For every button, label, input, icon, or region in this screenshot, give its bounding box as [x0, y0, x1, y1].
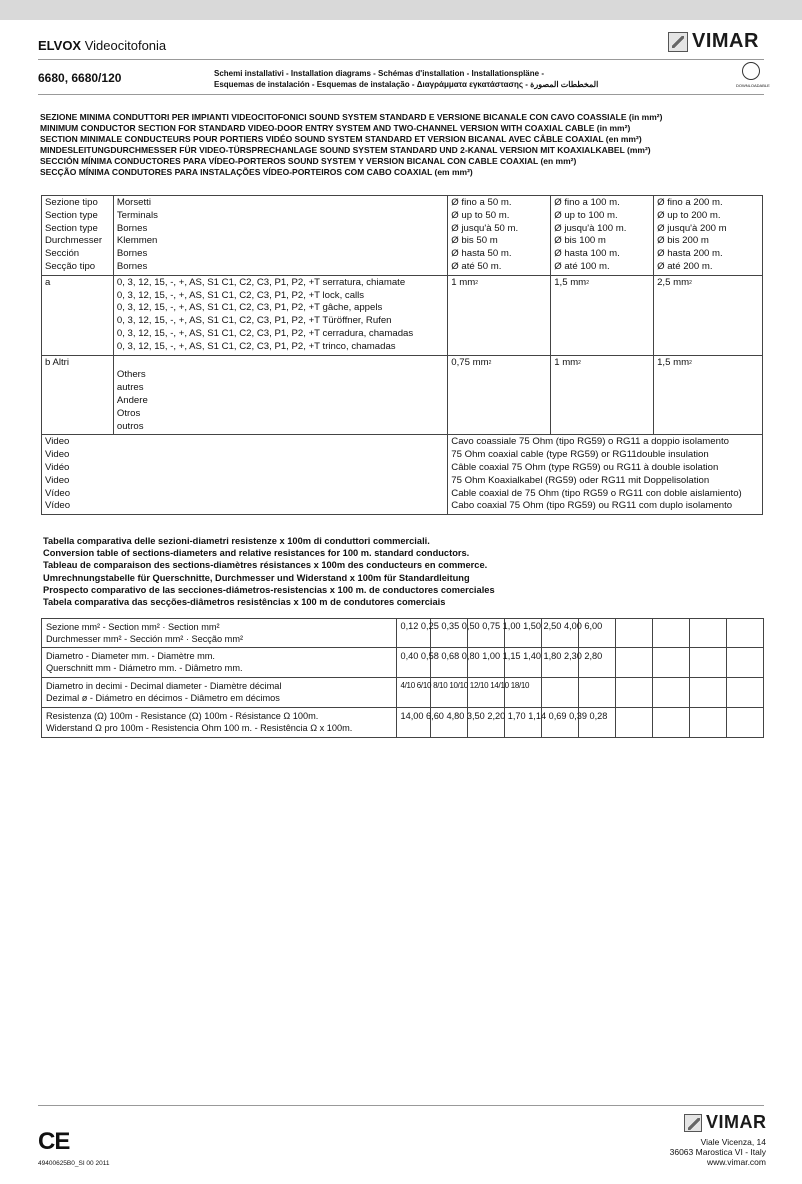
- ce-mark: CE: [38, 1128, 70, 1155]
- download-badge-icon: [742, 62, 760, 80]
- video-type-cell: Video Video Vidéo Video Vídeo Vídeo: [42, 435, 448, 515]
- row-b-200m: 1,5 $mm^2$: [654, 355, 763, 435]
- model-number: 6680, 6680/120: [38, 71, 122, 85]
- table-row-a: [42, 275, 763, 355]
- row-a-200m: 2,5 $mm^2$: [654, 275, 763, 355]
- conversion-table-headings: Tabella comparativa delle sezioni-diametri resistenze x 100m di conduttori commerciali. Conversion table of sections-diameters and relative resistances for 100 m. standard conductors. Tableau de comparaison des sections-diamètres résistances x 100m des conducteurs en commerce. Umrechnungstabelle für Querschnitte, Durchmesser und Widerstand x 100m für Standardleitung Prospecto comparativo de las secciones-diámetros-resistencias x 100 m. de conductores comerciales Tabela comparativa das secções-diâmetros resistências x 100 m de condutores comerciais: [43, 536, 495, 608]
- row-values: 0,12 0,25 0,35 0,50 0,75 1,00 1,50 2,50 4,00 6,00: [397, 619, 430, 648]
- document-code: 49400625B0_SI 00 2011: [38, 1160, 110, 1167]
- company-address: Viale Vicenza, 14 36063 Marostica VI - Italy www.vimar.com: [669, 1137, 766, 1167]
- header-divider: [38, 59, 764, 60]
- row-values: 4/10 6/10 8/10 10/10 12/10 14/10 18/10: [397, 678, 430, 708]
- head-terminals-cell: Morsetti Terminals Bornes Klemmen Bornes Bornes: [113, 196, 447, 276]
- table-row: [42, 619, 764, 648]
- table-row-video: [42, 435, 763, 515]
- row-label: Diametro - Diameter mm. - Diamètre mm. Querschnitt mm - Diámetro mm. - Diâmetro mm.: [42, 648, 397, 678]
- row-label: Resistenza (Ω) 100m - Resistance (Ω) 100m - Résistance Ω 100m. Widerstand Ω pro 100m - Resistencia Ohm 100 m. - Resistência Ω x 100m.: [42, 708, 397, 738]
- footer-vimar-logo: VIMAR: [684, 1112, 767, 1133]
- row-label: Sezione mm² - Section mm² · Section mm² Durchmesser mm² - Sección mm² · Secção mm²: [42, 619, 397, 648]
- table-row: [42, 648, 764, 678]
- table-row: [42, 678, 764, 708]
- table-header-row: [42, 196, 763, 276]
- diagram-languages: Schemi installativi - Installation diagrams - Schémas d'installation - Installationspläne - Esquemas de instalación - Esquemas de instalação - Διαγράμματα εγκατάστασης - المخططات المصورة: [214, 69, 599, 89]
- top-gray-bar: [0, 0, 802, 20]
- row-label: Diametro in decimi - Decimal diameter - Diamètre décimal Dezimal ø - Diámetro en décimos - Diâmetro em décimos: [42, 678, 397, 708]
- head-type-cell: Sezione tipo Section type Section type Durchmesser Sección Secção tipo: [42, 196, 114, 276]
- footer-divider: [38, 1105, 764, 1106]
- badge-caption: DOWNLOADABLE: [736, 83, 770, 88]
- header-divider-2: [38, 94, 764, 95]
- video-cable-cell: Cavo coassiale 75 Ohm (tipo RG59) o RG11 a doppio isolamento 75 Ohm coaxial cable (type RG59) or RG11double insulation Câble coaxial 75 Ohm (type RG59) ou RG11 à double isolation 75 Ohm Koaxialkabel (RG59) oder RG11 mit Doppelisolation Cable coaxial de 75 Ohm (tipo RG59 o RG11 con doble aislamiento) Cabo coaxial 75 Ohm (tipo RG59) ou RG11 com duplo isolamento: [448, 435, 763, 515]
- table-row-b: [42, 355, 763, 435]
- head-50m-cell: Ø fino a 50 m. Ø up to 50 m. Ø jusqu'à 50 m. Ø bis 50 m Ø hasta 50 m. Ø até 50 m.: [448, 196, 551, 276]
- row-values: 14,00 6,60 4,80 3,50 2,20 1,70 1,14 0,69 0,39 0,28: [397, 708, 430, 738]
- row-a-50m: 1 $mm^2$: [448, 275, 551, 355]
- row-b-100m: 1 $mm^2$: [551, 355, 654, 435]
- vimar-logo-icon: [668, 32, 688, 52]
- conversion-table: [41, 618, 764, 738]
- row-a-type: a: [42, 275, 114, 355]
- conductor-section-table: [41, 195, 763, 515]
- row-values: 0,40 0,58 0,68 0,80 1,00 1,15 1,40 1,80 2,30 2,80: [397, 648, 430, 678]
- section-headings: SEZIONE MINIMA CONDUTTORI PER IMPIANTI VIDEOCITOFONICI SOUND SYSTEM STANDARD E VERSIONE BICANALE CON CAVO COASSIALE (in mm²) MINIMUM CONDUCTOR SECTION FOR STANDARD VIDEO-DOOR ENTRY SYSTEM AND TWO-CHANNEL VERSION WITH COAXIAL CABLE (in mm²) SECTION MINIMALE CONDUCTEURS POUR PORTIERS VIDÉO SOUND SYSTEM STANDARD ET VERSION BICANAL AVEC CÂBLE COAXIAL (en mm²) MINDESLEITUNGDURCHMESSER FÜR VIDEO-TÜRSPRECHANLAGE SOUND SYSTEM STANDARD UND 2-KANAL VERSION MIT KOAXIALKABEL (mm²) SECCIÓN MÍNIMA CONDUCTORES PARA VÍDEO-PORTEROS SOUND SYSTEM Y VERSION BICANAL CON CABLE COAXIAL (en mm²) SECÇÃO MÍNIMA CONDUTORES PARA INSTALAÇÕES VÍDEO-PORTEIROS COM CABO COAXIAL (em mm²): [40, 112, 663, 177]
- vimar-logo: VIMAR: [668, 30, 759, 53]
- row-b-50m: 0,75 $mm^2$: [448, 355, 551, 435]
- head-100m-cell: Ø fino a 100 m. Ø up to 100 m. Ø jusqu'à 100 m. Ø bis 100 m Ø hasta 100 m. Ø até 100 m.: [551, 196, 654, 276]
- row-b-type: b Altri: [42, 355, 114, 435]
- row-a-terminals: 0, 3, 12, 15, -, +, AS, S1 C1, C2, C3, P1, P2, +T serratura, chiamate 0, 3, 12, 15, -, +, AS, S1 C1, C2, C3, P1, P2, +T lock, calls 0, 3, 12, 15, -, +, AS, S1 C1, C2, C3, P1, P2, +T gâche, appels 0, 3, 12, 15, -, +, AS, S1 C1, C2, C3, P1, P2, +T Türöffner, Rufen 0, 3, 12, 15, -, +, AS, S1 C1, C2, C3, P1, P2, +T cerradura, chamadas 0, 3, 12, 15, -, +, AS, S1 C1, C2, C3, P1, P2, +T trinco, chamadas: [113, 275, 447, 355]
- head-200m-cell: Ø fino a 200 m. Ø up to 200 m. Ø jusqu'à 200 m Ø bis 200 m Ø hasta 200 m. Ø até 200 m.: [654, 196, 763, 276]
- row-a-100m: 1,5 $mm^2$: [551, 275, 654, 355]
- brand-title: ELVOX Videocitofonia: [38, 38, 167, 53]
- vimar-logo-icon: [684, 1114, 702, 1132]
- row-b-terminals: Others autres Andere Otros outros: [113, 355, 447, 435]
- table-row: [42, 708, 764, 738]
